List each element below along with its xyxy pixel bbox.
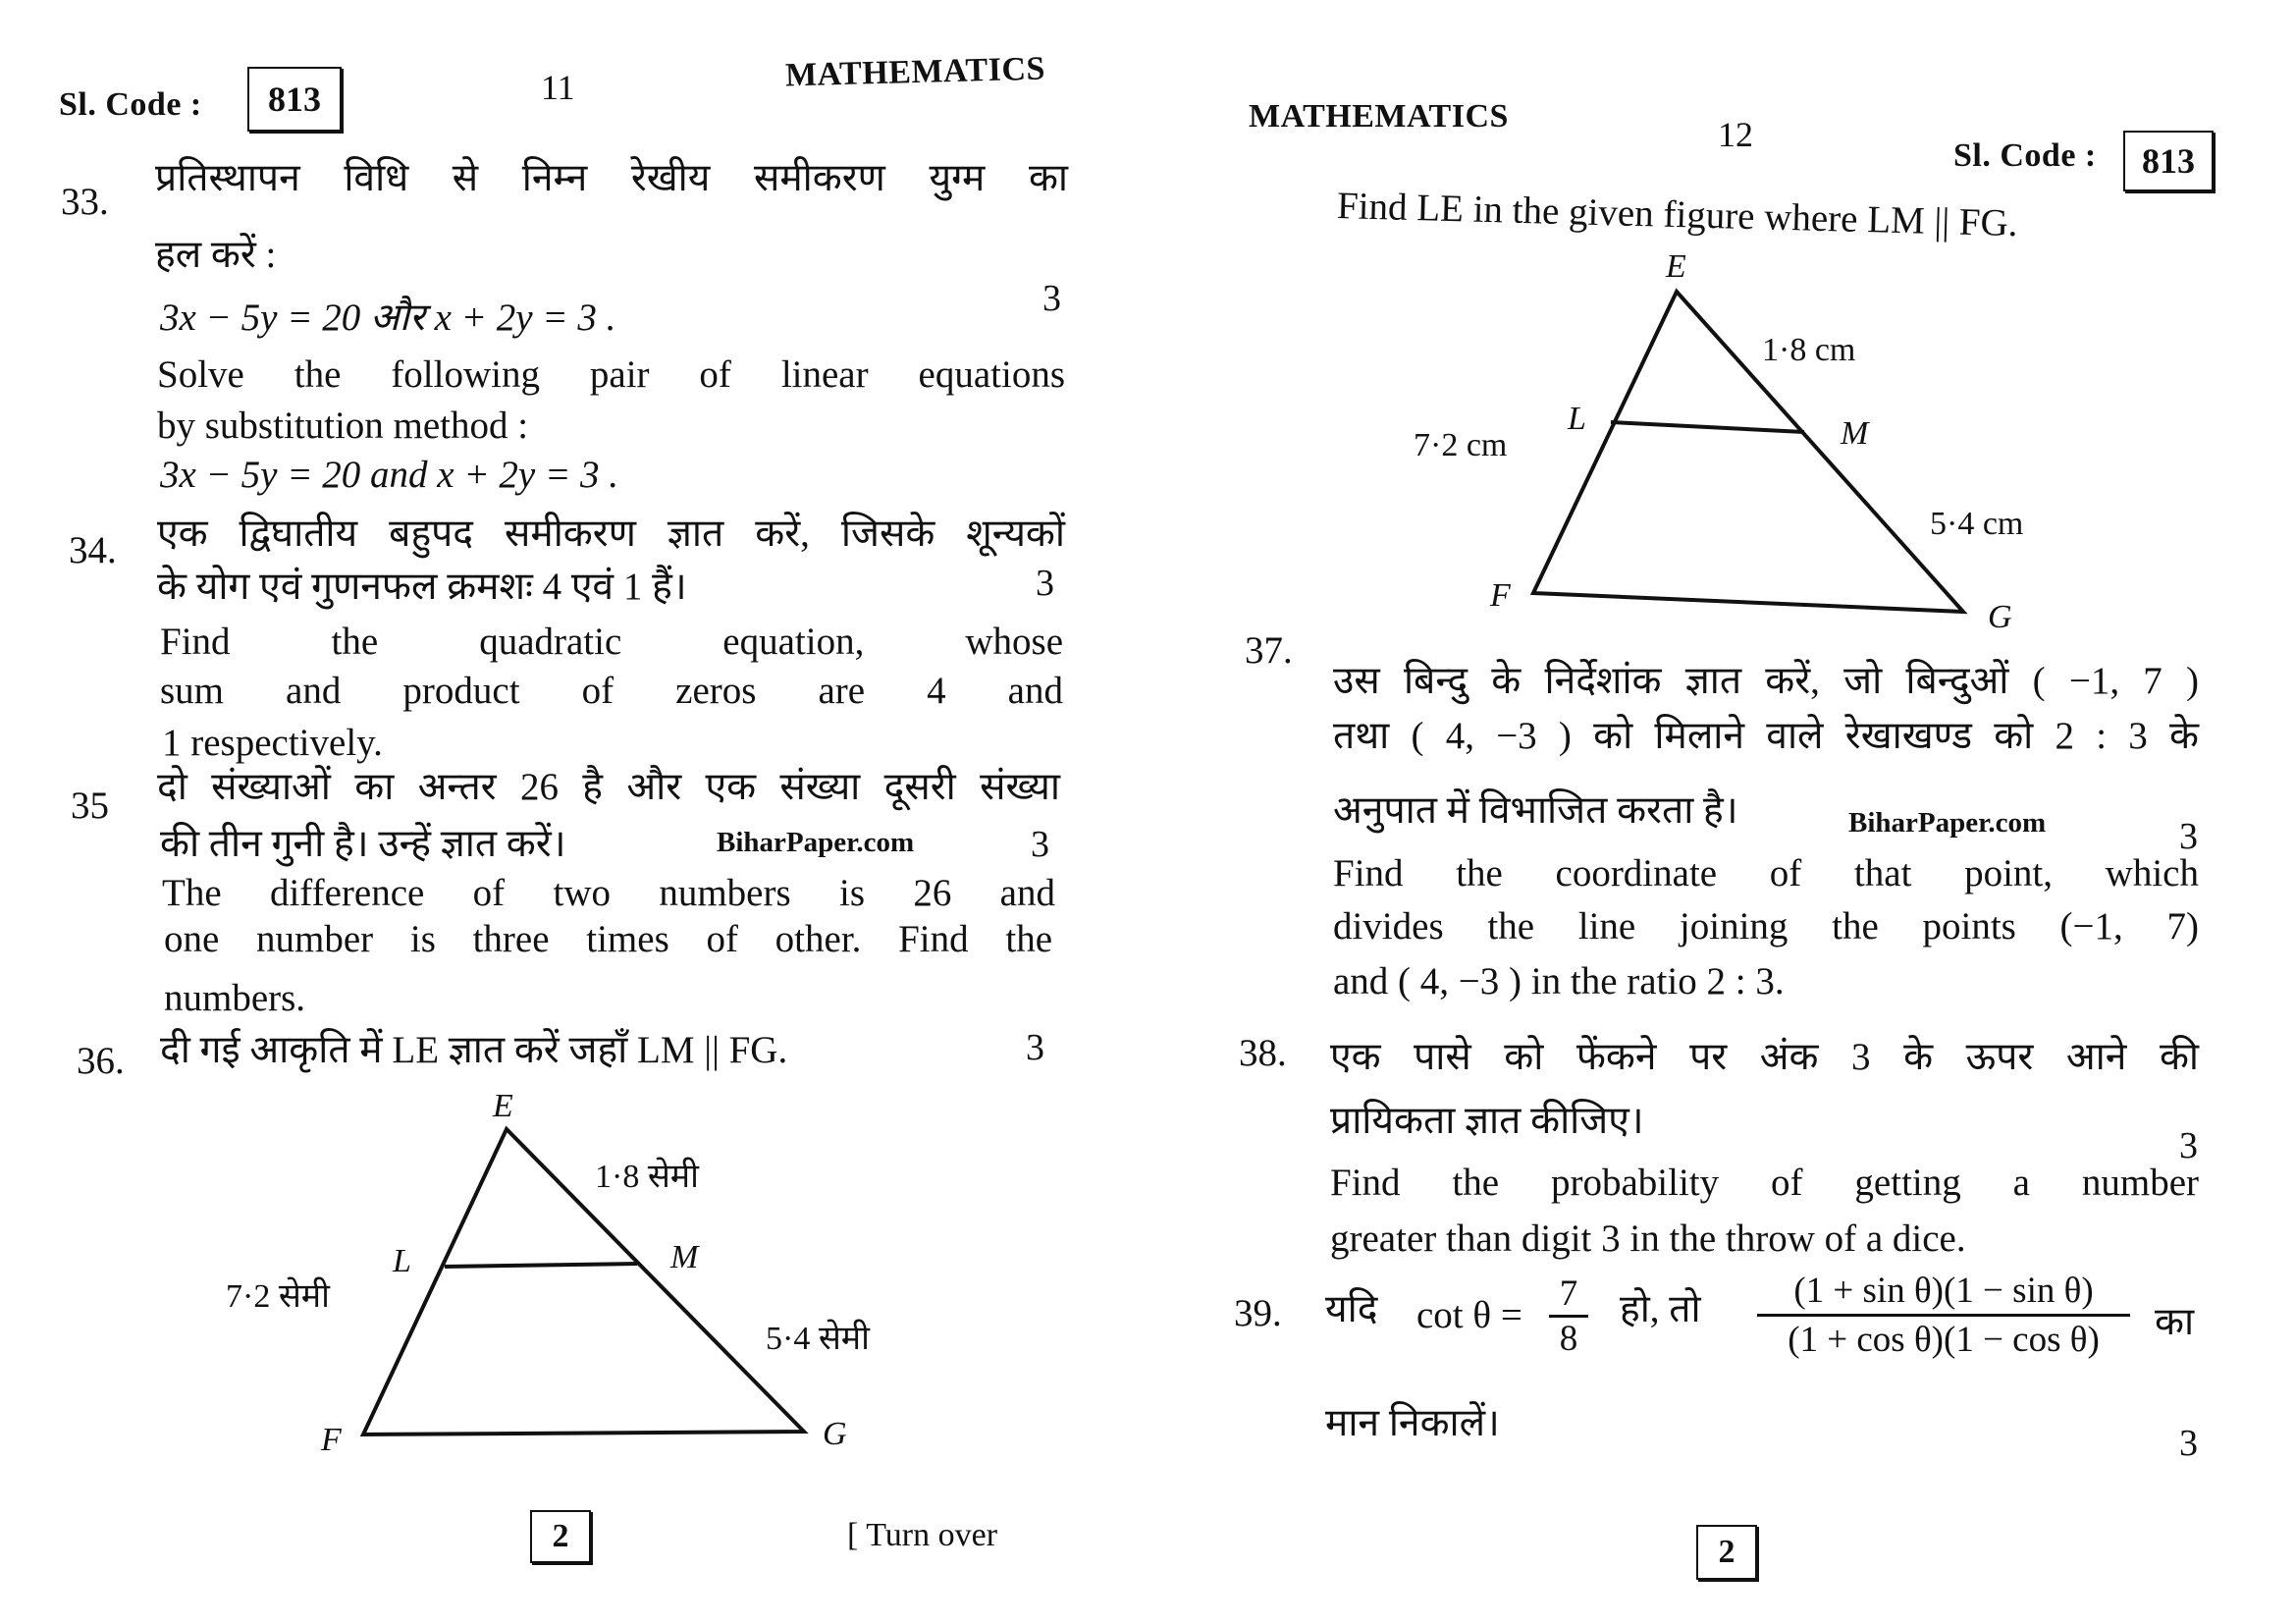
label-g: G — [1988, 599, 2012, 635]
label-f: F — [1490, 577, 1511, 614]
english-line: Solve the following pair of linear equations — [157, 353, 1065, 396]
label-f: F — [321, 1422, 342, 1458]
label-m: M — [1841, 415, 1869, 452]
hindi-line: मान निकालें। — [1325, 1402, 1500, 1444]
sl-code-label: Sl. Code : — [59, 86, 202, 123]
q36-english-text: Find LE in the given figure where LM || FG. — [1336, 185, 2019, 245]
marks: 3 — [1031, 824, 1049, 865]
english-line: The difference of two numbers is 26 and — [162, 872, 1055, 914]
label-m: M — [670, 1239, 699, 1275]
english-line: and ( 4, −3 ) in the ratio 2 : 3. — [1333, 960, 1785, 1002]
label-g: G — [823, 1416, 847, 1452]
fraction-denominator: 8 — [1559, 1319, 1578, 1359]
question-number: 36. — [77, 1040, 125, 1082]
label-em-length: 1·8 सेमी — [595, 1159, 699, 1195]
hindi-line: एक द्विघातीय बहुपद समीकरण ज्ञात करें, जिसके शून्यकों — [157, 513, 1065, 555]
question-number: 38. — [1239, 1032, 1287, 1074]
sl-code-label: Sl. Code : — [1953, 137, 2097, 174]
then-word: हो, तो — [1620, 1288, 1701, 1330]
english-line: greater than digit 3 in the throw of a dice. — [1330, 1218, 1966, 1260]
label-l: L — [1568, 401, 1586, 437]
hindi-line: दो संख्याओं का अन्तर 26 है और एक संख्या दूसरी संख्या — [157, 766, 1060, 808]
page-number: 11 — [541, 68, 575, 107]
label-em-length: 1·8 cm — [1762, 332, 1856, 368]
label-e: E — [1666, 248, 1686, 285]
hindi-line: उस बिन्दु के निर्देशांक ज्ञात करें, जो बिन्दुओं ( −1, 7 ) — [1333, 660, 2199, 702]
hindi-line: एक पासे को फेंकने पर अंक 3 के ऊपर आने की — [1330, 1036, 2199, 1078]
watermark: BiharPaper.com — [1848, 807, 2047, 839]
label-e: E — [493, 1088, 513, 1124]
english-line: numbers. — [164, 977, 306, 1019]
page-number: 12 — [1718, 115, 1753, 154]
fraction-bar — [1757, 1314, 2130, 1317]
marks: 3 — [2179, 816, 2198, 857]
english-line: by substitution method : — [157, 405, 529, 447]
if-word: यदि — [1325, 1288, 1378, 1330]
english-line: one number is three times of other. Find the — [164, 918, 1052, 960]
marks: 3 — [1026, 1027, 1044, 1068]
label-mg-length: 5·4 सेमी — [766, 1321, 870, 1357]
expression-numerator: (1 + sin θ)(1 − sin θ) — [1793, 1271, 2094, 1311]
hindi-line: हल करें : — [155, 234, 277, 276]
question-number: 39. — [1234, 1292, 1282, 1334]
expression-denominator: (1 + cos θ)(1 − cos θ) — [1788, 1320, 2100, 1360]
english-line: Find the quadratic equation, whose — [160, 621, 1063, 663]
equation: 3x − 5y = 20 and x + 2y = 3 . — [160, 454, 619, 496]
trig-expression — [1757, 1270, 2130, 1361]
hindi-line: अनुपात में विभाजित करता है। — [1333, 789, 1738, 832]
question-number: 33. — [61, 181, 109, 223]
footer-page-box: 2 — [530, 1510, 591, 1563]
label-mg-length: 5·4 cm — [1930, 506, 2024, 542]
hindi-line: प्रायिकता ज्ञात कीजिए। — [1330, 1100, 1644, 1142]
subject-heading: MATHEMATICS — [1249, 98, 1509, 135]
marks: 3 — [1036, 563, 1054, 604]
question-number: 35 — [71, 785, 109, 827]
sl-code-box: 813 — [2123, 131, 2214, 191]
label-lf-length: 7·2 cm — [1414, 427, 1508, 463]
hindi-line: दी गई आकृति में LE ज्ञात करें जहाँ LM || FG. — [160, 1029, 788, 1071]
sl-code-box: 813 — [247, 67, 342, 132]
footer-page-box: 2 — [1696, 1525, 1757, 1580]
hindi-line: तथा ( 4, −3 ) को मिलाने वाले रेखाखण्ड को 2 : 3 के — [1333, 715, 2199, 757]
watermark: BiharPaper.com — [717, 827, 915, 858]
marks: 3 — [1042, 278, 1061, 319]
segment-lm — [1611, 422, 1804, 432]
ka-word: का — [2155, 1301, 2195, 1343]
fraction-7-8 — [1549, 1272, 1588, 1360]
marks: 3 — [2179, 1125, 2198, 1166]
english-line: Find the coordinate of that point, which — [1333, 852, 2199, 894]
fraction-numerator: 7 — [1559, 1273, 1578, 1314]
english-line: 1 respectively. — [162, 722, 383, 764]
question-number: 34. — [69, 529, 117, 571]
subject-heading: MATHEMATICS — [784, 50, 1046, 94]
label-l: L — [393, 1243, 411, 1279]
triangle-efg — [1533, 292, 1963, 612]
english-line: sum and product of zeros are 4 and — [160, 670, 1063, 712]
equation: 3x − 5y = 20 और x + 2y = 3 . — [160, 297, 616, 339]
label-lf-length: 7·2 सेमी — [226, 1278, 330, 1315]
turn-over-note: [ Turn over — [847, 1517, 998, 1553]
hindi-line: के योग एवं गुणनफल क्रमशः 4 एवं 1 हैं। — [157, 566, 687, 608]
cot-expression: cot θ = — [1416, 1294, 1522, 1336]
english-line: Find the probability of getting a number — [1330, 1162, 2199, 1204]
question-number: 37. — [1245, 629, 1293, 672]
marks: 3 — [2179, 1423, 2198, 1464]
english-line: divides the line joining the points (−1, 7) — [1333, 905, 2199, 947]
hindi-line: की तीन गुनी है। उन्हें ज्ञात करें। — [160, 823, 566, 865]
hindi-line: प्रतिस्थापन विधि से निम्न रेखीय समीकरण युग्म का — [155, 157, 1068, 199]
